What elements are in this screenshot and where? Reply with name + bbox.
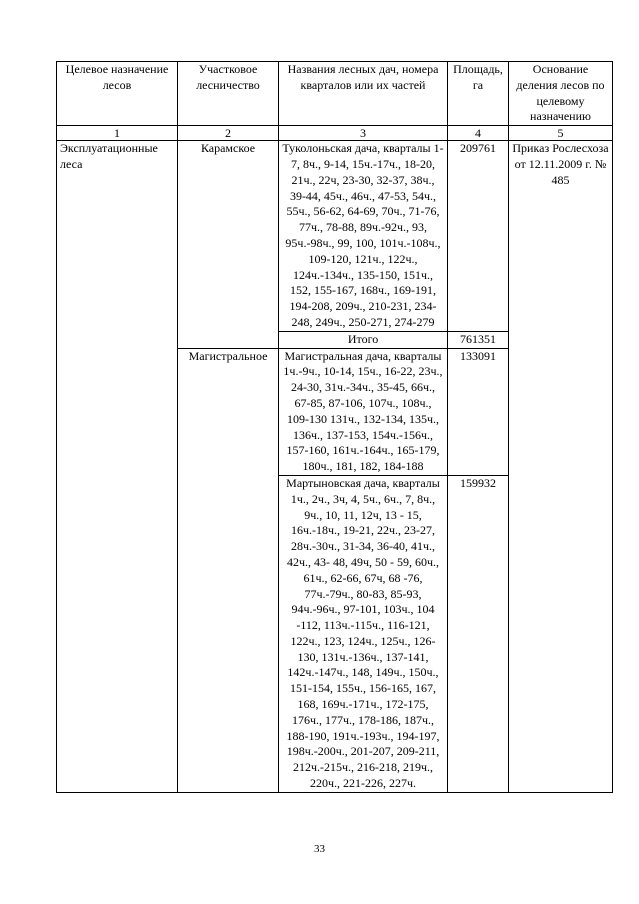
forest-division-table: [56, 61, 613, 793]
basis-cell: Приказ Рослесхоза от 12.11.2009 г. № 485: [509, 141, 613, 793]
header-forestry: Участковое лесничество: [178, 62, 279, 126]
forestry-cell: Карамское: [178, 141, 279, 348]
area-cell: 133091: [448, 348, 509, 475]
purpose-cell: Эксплуатационные леса: [57, 141, 178, 793]
area-cell: 159932: [448, 475, 509, 792]
header-dacha: Названия лесных дач, номера кварталов или их частей: [279, 62, 448, 126]
column-number-row: [57, 126, 613, 141]
column-number: 5: [509, 126, 613, 141]
table-row: [57, 141, 613, 332]
table-header-row: [57, 62, 613, 126]
header-area: Площадь, га: [448, 62, 509, 126]
dacha-cell: Мартыновская дача, кварталы 1ч., 2ч., 3ч, 4, 5ч., 6ч., 7, 8ч., 9ч., 10, 11, 12ч, 13 - 15, 16ч.-18ч., 19-21, 22ч., 23-27, 28ч.-30ч., 31-34, 36-40, 41ч., 42ч., 43- 48, 49ч, 50 - 59, 60ч., 61ч., 62-66, 67ч, 68 -76, 77ч.-79ч., 80-83, 85-93, 94ч.-96ч., 97-101, 103ч., 104 -112, 113ч.-115ч., 116-121, 122ч., 123, 124ч., 125ч., 126-130, 131ч.-136ч., 137-141, 142ч.-147ч., 148, 149ч., 150ч., 151-154, 155ч., 156-165, 167, 168, 169ч.-171ч., 172-175, 176ч., 177ч., 178-186, 187ч., 188-190, 191ч.-193ч., 194-197, 198ч.-200ч., 201-207, 209-211, 212ч.-215ч., 216-218, 219ч., 220ч., 221-226, 227ч.: [279, 475, 448, 792]
column-number: 1: [57, 126, 178, 141]
forestry-cell: Магистральное: [178, 348, 279, 792]
dacha-cell: Магистральная дача, кварталы 1ч.-9ч., 10-14, 15ч., 16-22, 23ч., 24-30, 31ч.-34ч., 35-45, 66ч., 67-85, 87-106, 107ч., 108ч., 109-130 131ч., 132-134, 135ч., 136ч., 137-153, 154ч.-156ч., 157-160, 161ч.-164ч., 165-179, 180ч., 181, 182, 184-188: [279, 348, 448, 475]
page-number: 33: [314, 843, 325, 855]
total-value: 761351: [448, 331, 509, 348]
total-label: Итого: [279, 331, 448, 348]
dacha-cell: Туколоньская дача, кварталы 1-7, 8ч., 9-14, 15ч.-17ч., 18-20, 21ч., 22ч, 23-30, 32-37, 38ч., 39-44, 45ч., 46ч., 47-53, 54ч., 55ч., 56-62, 64-69, 70ч., 71-76, 77ч., 78-88, 89ч.-92ч., 93, 95ч.-98ч., 99, 100, 101ч.-108ч., 109-120, 121ч., 122ч., 124ч.-134ч., 135-150, 151ч., 152, 155-167, 168ч., 169-191, 194-208, 209ч., 210-231, 234-248, 249ч., 250-271, 274-279: [279, 141, 448, 332]
header-basis: Основание деления лесов по целевому назначению: [509, 62, 613, 126]
area-cell: 209761: [448, 141, 509, 332]
header-purpose: Целевое назначение лесов: [57, 62, 178, 126]
column-number: 3: [279, 126, 448, 141]
column-number: 2: [178, 126, 279, 141]
column-number: 4: [448, 126, 509, 141]
